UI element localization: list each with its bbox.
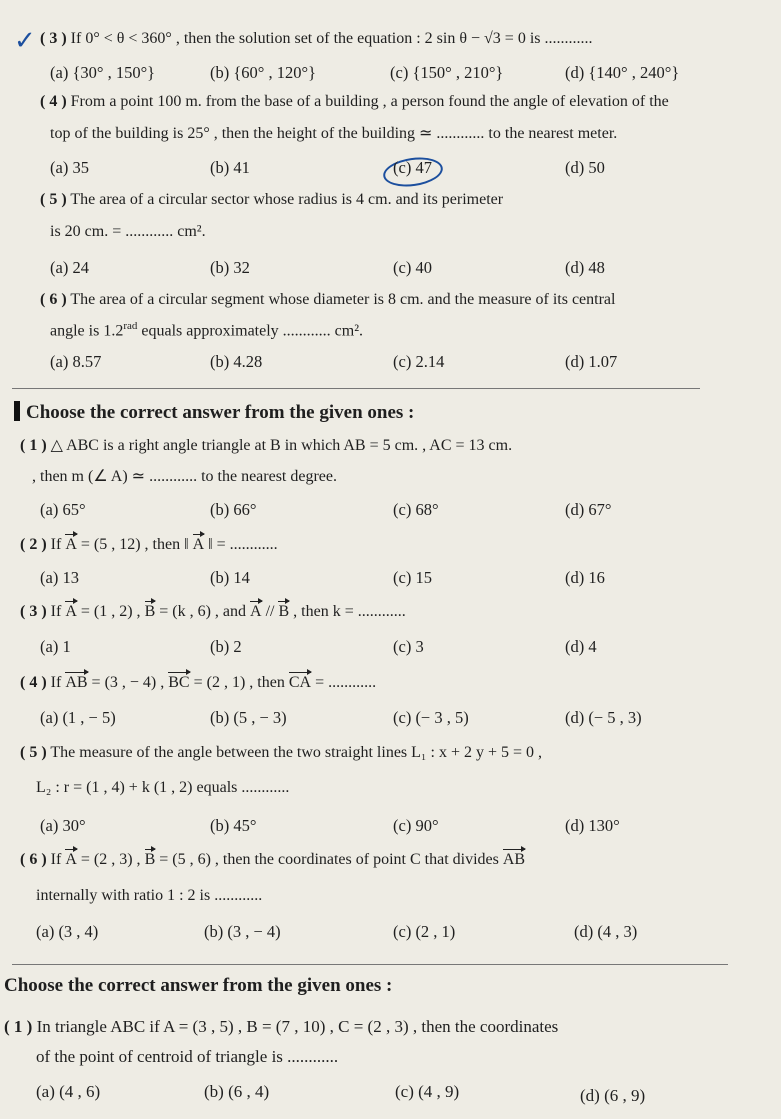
q4-stem-line1: ( 4 ) From a point 100 m. from the base of a building , a person found the angle of elevation of the — [40, 93, 669, 110]
q4-option-a[interactable]: (a) 35 — [50, 158, 89, 177]
q5-option-a[interactable]: (a) 24 — [50, 258, 89, 277]
section-title: Choose the correct answer from the given ones : — [4, 975, 393, 996]
s2-q6-option-a[interactable]: (a) (3 , 4) — [36, 922, 99, 941]
s2-q4-option-c[interactable]: (c) (− 3 , 5) — [393, 708, 469, 727]
q6-option-b[interactable]: (b) 4.28 — [210, 352, 263, 371]
q3-stem: ( 3 ) If 0° < θ < 360° , then the solution set of the equation : 2 sin θ − √3 = 0 is ............ — [40, 30, 593, 47]
divider — [12, 964, 728, 965]
s2-q5-option-d[interactable]: (d) 130° — [565, 816, 620, 835]
q4-option-b[interactable]: (b) 41 — [210, 158, 250, 177]
s3-q1-option-b[interactable]: (b) (6 , 4) — [204, 1082, 270, 1101]
s2-q1-stem-line2: , then m (∠ A) ≃ ............ to the nearest degree. — [32, 468, 337, 485]
q6-option-d[interactable]: (d) 1.07 — [565, 352, 618, 371]
q3-option-c[interactable]: (c) {150° , 210°} — [390, 63, 504, 82]
q5-option-d[interactable]: (d) 48 — [565, 258, 605, 277]
q6-stem-line2: angle is $1.2^{rad}$ equals approximately ............ cm². — [50, 320, 364, 340]
q5-stem-line2: is 20 cm. = ............ cm². — [50, 223, 206, 240]
s2-q5-stem-line2: L₂ : r = (1 , 4) + k (1 , 2) equals ............ — [36, 779, 290, 796]
s2-q6-stem-line2: internally with ratio 1 : 2 is ............ — [36, 887, 263, 904]
q3-option-b[interactable]: (b) {60° , 120°} — [210, 63, 317, 82]
q5-stem-line1: ( 5 ) The area of a circular sector whose radius is 4 cm. and its perimeter — [40, 191, 504, 208]
section-title: Choose the correct answer from the given ones : — [14, 401, 414, 424]
q6-stem-line1: ( 6 ) The area of a circular segment whose diameter is 8 cm. and the measure of its central — [40, 291, 616, 308]
s2-q4-option-a[interactable]: (a) (1 , − 5) — [40, 708, 116, 727]
s2-q6-stem-line1: ( 6 ) If A = (2 , 3) , B = (5 , 6) , then the coordinates of point C that divides AB — [20, 851, 526, 868]
s2-q3-stem: ( 3 ) If A = (1 , 2) , B = (k , 6) , and A // B , then k = ............ — [20, 603, 406, 620]
s2-q1-option-d[interactable]: (d) 67° — [565, 500, 612, 519]
s2-q3-option-b[interactable]: (b) 2 — [210, 637, 242, 656]
s3-q1-stem-line1: ( 1 ) In triangle ABC if A = (3 , 5) , B = (7 , 10) , C = (2 , 3) , then the coordinates — [4, 1017, 559, 1036]
s2-q2-option-a[interactable]: (a) 13 — [40, 568, 79, 587]
s2-q2-option-d[interactable]: (d) 16 — [565, 568, 605, 587]
s3-q1-stem-line2: of the point of centroid of triangle is ............ — [36, 1047, 339, 1066]
s2-q6-option-d[interactable]: (d) (4 , 3) — [574, 922, 638, 941]
s2-q2-option-c[interactable]: (c) 15 — [393, 568, 432, 587]
q4-option-c[interactable]: (c) 47 — [393, 158, 432, 177]
q6-option-a[interactable]: (a) 8.57 — [50, 352, 102, 371]
s2-q3-option-d[interactable]: (d) 4 — [565, 637, 597, 656]
q6-option-c[interactable]: (c) 2.14 — [393, 352, 445, 371]
q4-option-d[interactable]: (d) 50 — [565, 158, 605, 177]
s2-q4-stem: ( 4 ) If AB = (3 , − 4) , BC = (2 , 1) , then CA = ............ — [20, 674, 377, 691]
q3-option-a[interactable]: (a) {30° , 150°} — [50, 63, 156, 82]
q5-option-b[interactable]: (b) 32 — [210, 258, 250, 277]
q4-stem-line2: top of the building is 25° , then the height of the building ≃ ............ to the nearest meter. — [50, 125, 618, 142]
s2-q5-option-c[interactable]: (c) 90° — [393, 816, 439, 835]
q3-option-d[interactable]: (d) {140° , 240°} — [565, 63, 680, 82]
s2-q3-option-c[interactable]: (c) 3 — [393, 637, 424, 656]
s3-q1-option-c[interactable]: (c) (4 , 9) — [395, 1082, 460, 1101]
s3-q1-option-d[interactable]: (d) (6 , 9) — [580, 1086, 646, 1105]
s2-q2-option-b[interactable]: (b) 14 — [210, 568, 250, 587]
s2-q1-option-a[interactable]: (a) 65° — [40, 500, 86, 519]
q5-option-c[interactable]: (c) 40 — [393, 258, 432, 277]
s2-q4-option-d[interactable]: (d) (− 5 , 3) — [565, 708, 642, 727]
s2-q1-option-c[interactable]: (c) 68° — [393, 500, 439, 519]
s2-q1-option-b[interactable]: (b) 66° — [210, 500, 257, 519]
s2-q5-stem-line1: ( 5 ) The measure of the angle between the two straight lines L₁ : x + 2 y + 5 = 0 , — [20, 744, 543, 761]
s2-q6-option-c[interactable]: (c) (2 , 1) — [393, 922, 456, 941]
s2-q6-option-b[interactable]: (b) (3 , − 4) — [204, 922, 281, 941]
s2-q2-stem: ( 2 ) If A = (5 , 12) , then ‖ A ‖ = ............ — [20, 536, 278, 553]
s3-q1-option-a[interactable]: (a) (4 , 6) — [36, 1082, 101, 1101]
s2-q5-option-a[interactable]: (a) 30° — [40, 816, 86, 835]
s2-q3-option-a[interactable]: (a) 1 — [40, 637, 71, 656]
s2-q1-stem-line1: ( 1 ) △ ABC is a right angle triangle at B in which AB = 5 cm. , AC = 13 cm. — [20, 437, 513, 454]
s2-q4-option-b[interactable]: (b) (5 , − 3) — [210, 708, 287, 727]
check-mark-icon: ✓ — [14, 26, 36, 56]
divider — [12, 388, 700, 389]
s2-q5-option-b[interactable]: (b) 45° — [210, 816, 257, 835]
